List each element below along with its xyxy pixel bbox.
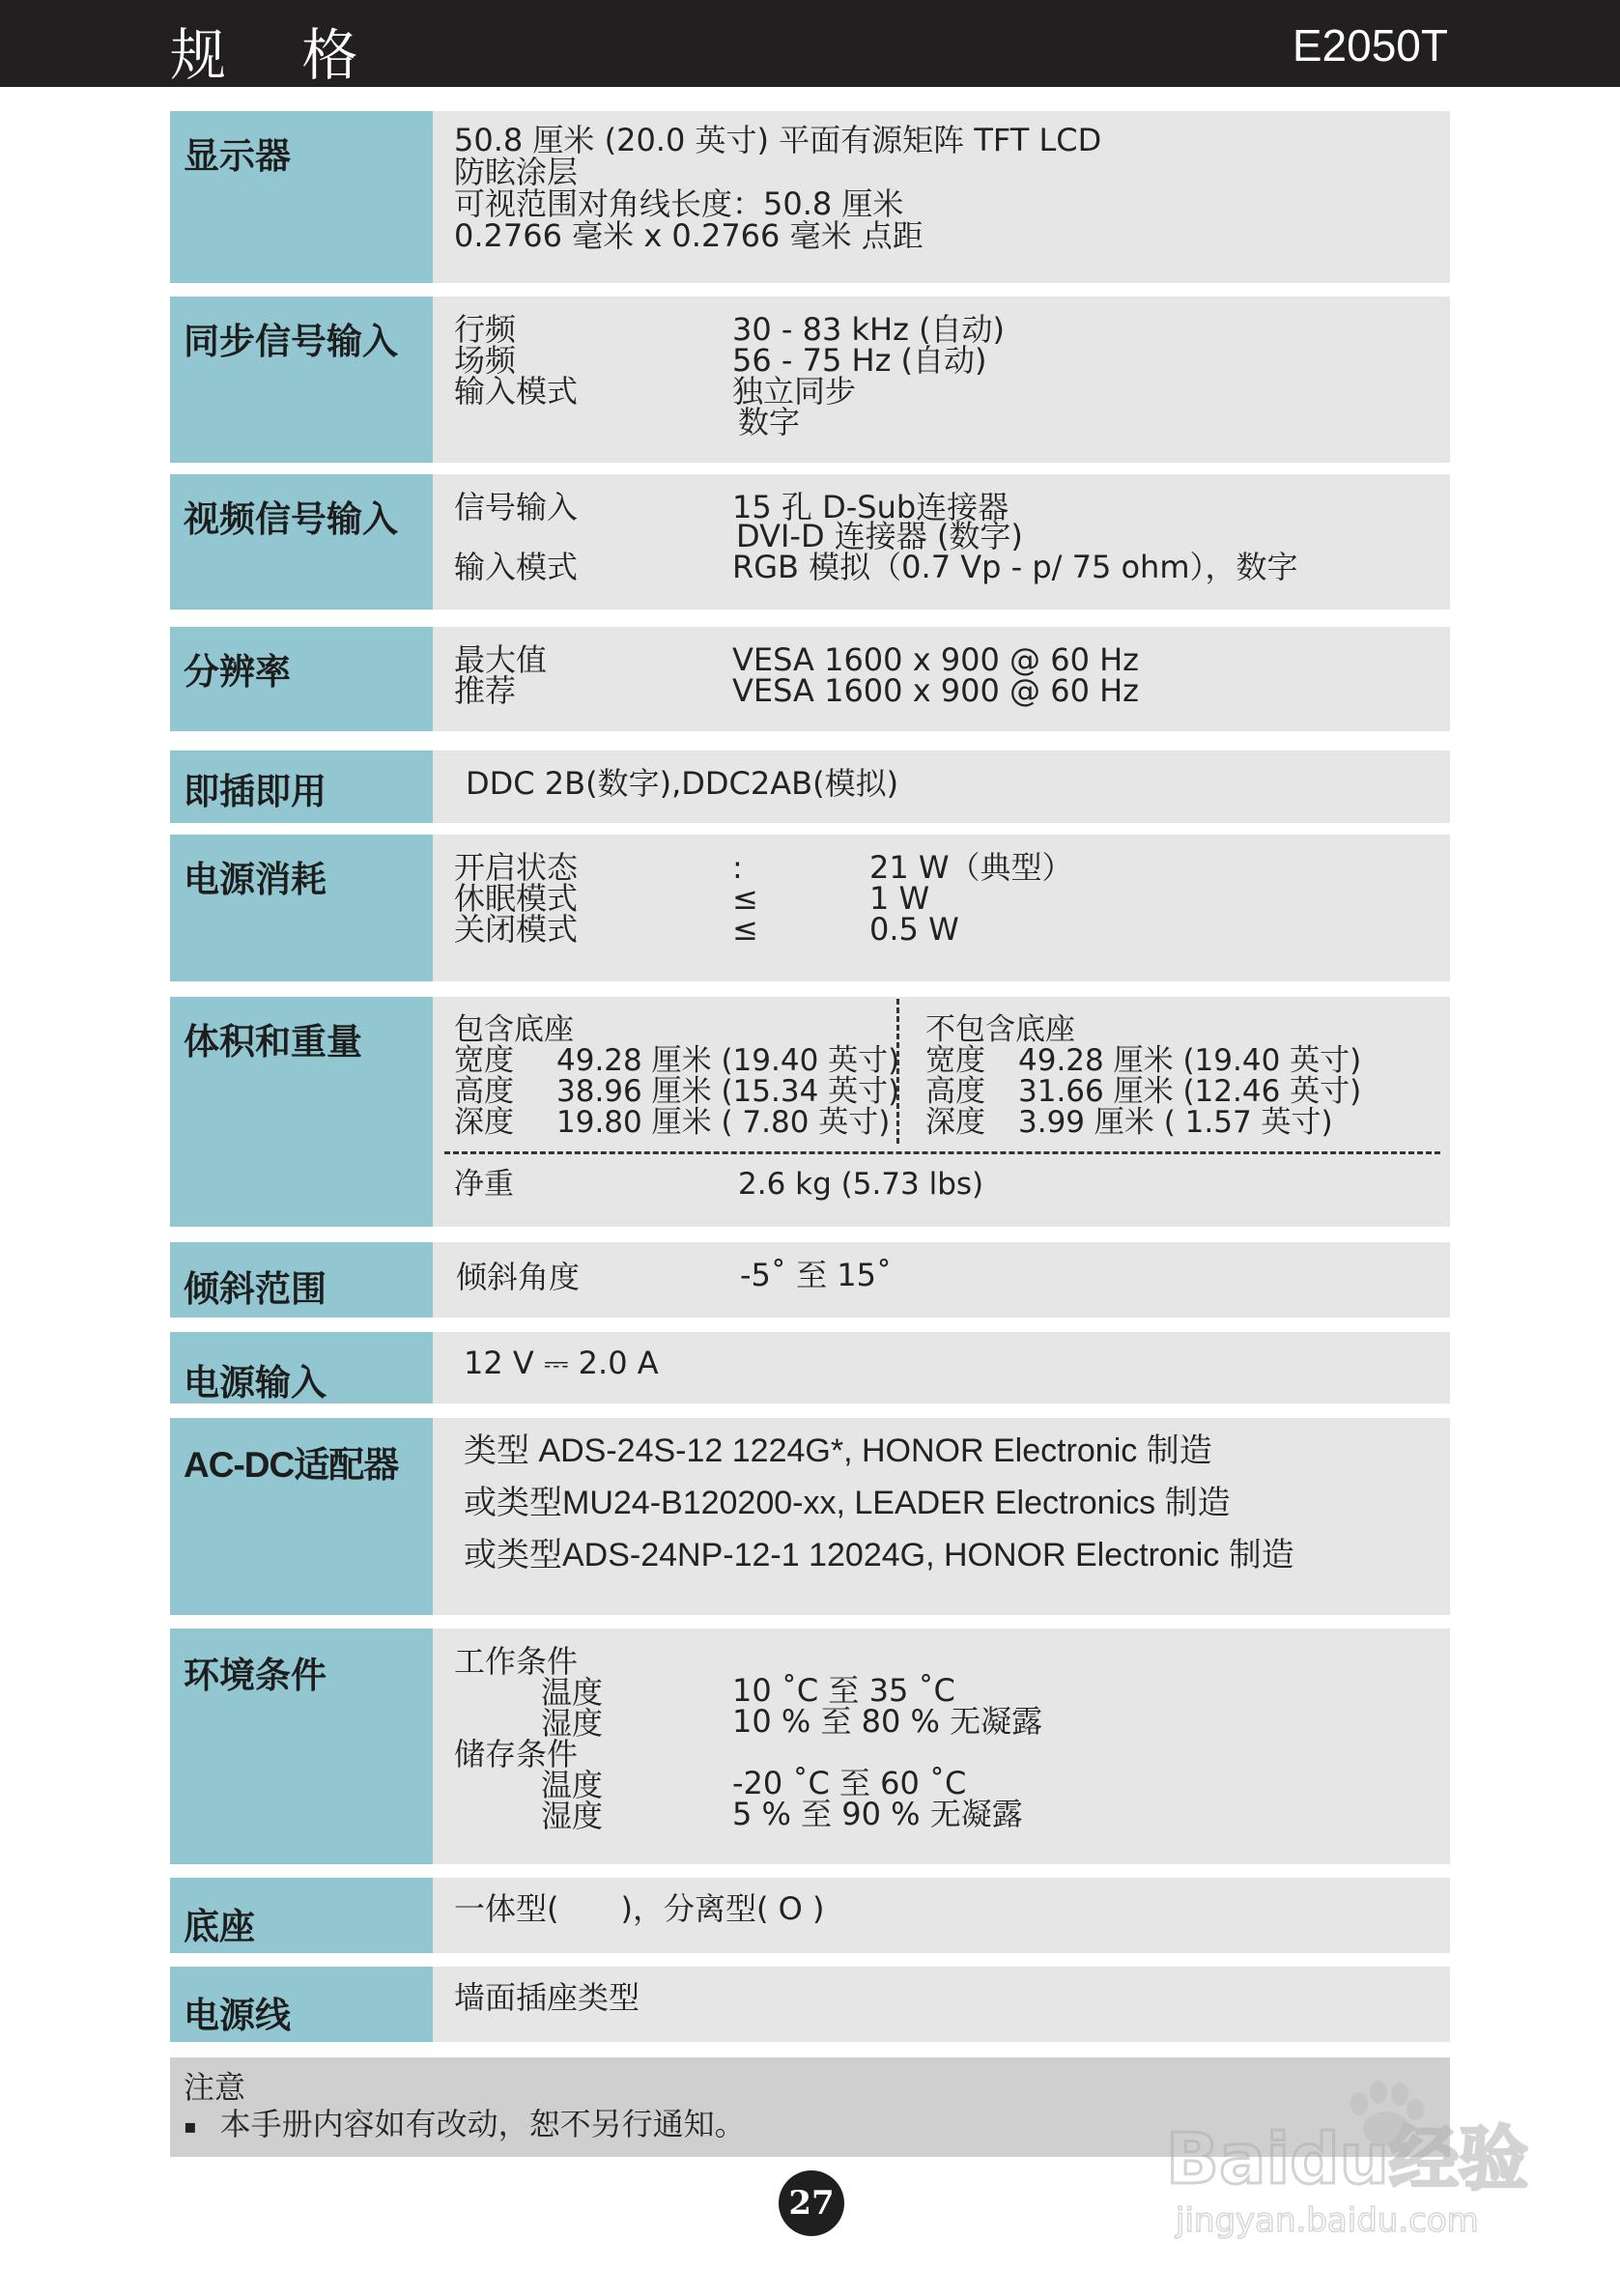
spec-line: 可视范围对角线长度：50.8 厘米 bbox=[454, 185, 904, 222]
spec-content bbox=[433, 1629, 1450, 1864]
dim-key: 深度 bbox=[925, 1105, 985, 1140]
page-header bbox=[0, 0, 1620, 87]
spec-separator: ≤ bbox=[732, 880, 758, 917]
spec-value: -5˚ 至 15˚ bbox=[740, 1257, 892, 1293]
weight-value: 2.6 kg (5.73 lbs) bbox=[738, 1167, 984, 1202]
spec-row-power-cord bbox=[170, 1967, 1450, 2042]
spec-content bbox=[433, 297, 1450, 463]
spec-content bbox=[433, 1878, 1450, 1953]
spec-value: VESA 1600 x 900 @ 60 Hz bbox=[732, 641, 1139, 678]
spec-content bbox=[433, 1418, 1450, 1615]
spec-separator: ≤ bbox=[732, 911, 758, 948]
env-value: 10 % 至 80 % 无凝露 bbox=[732, 1703, 1043, 1740]
spec-line: 0.2766 毫米 x 0.2766 毫米 点距 bbox=[454, 217, 924, 254]
adapter-line: 或类型MU24-B120200-xx, LEADER Electronics 制造 bbox=[464, 1485, 1231, 1521]
spec-key: 最大值 bbox=[454, 641, 548, 678]
spec-label: 电源消耗 bbox=[170, 835, 433, 981]
spec-content bbox=[433, 835, 1450, 981]
env-key: 温度 bbox=[541, 1767, 604, 1803]
spec-label: 视频信号输入 bbox=[170, 474, 433, 609]
note-text: 本手册内容如有改动，恕不另行通知。 bbox=[219, 2106, 746, 2142]
env-value: -20 ˚C 至 60 ˚C bbox=[732, 1765, 967, 1801]
spec-value: 1 W bbox=[869, 880, 930, 917]
spec-value: DDC 2B(数字),DDC2AB(模拟) bbox=[466, 765, 899, 802]
spec-value: 12 V ⎓ 2.0 A bbox=[464, 1345, 659, 1381]
baidu-watermark-logo bbox=[1166, 2057, 1552, 2251]
spec-value: 数字 bbox=[738, 404, 801, 440]
spec-row-environment bbox=[170, 1629, 1450, 1864]
spec-key: 场频 bbox=[454, 342, 517, 379]
spec-label: 体积和重量 bbox=[170, 997, 433, 1227]
env-section: 储存条件 bbox=[454, 1736, 579, 1772]
spec-label: 底座 bbox=[170, 1878, 433, 1953]
env-key: 湿度 bbox=[541, 1798, 604, 1834]
spec-row-power-consumption bbox=[170, 835, 1450, 981]
spec-row-video bbox=[170, 474, 1450, 609]
dim-value: 49.28 厘米 (19.40 英寸) bbox=[556, 1043, 900, 1078]
spec-value: 0.5 W bbox=[869, 911, 959, 948]
dim-key: 宽度 bbox=[454, 1043, 514, 1078]
spec-content bbox=[433, 1332, 1450, 1403]
spec-key: 关闭模式 bbox=[454, 911, 579, 948]
note-title: 注意 bbox=[184, 2069, 246, 2106]
spec-value: 一体型( )，分离型( O ) bbox=[454, 1890, 825, 1927]
subsection-title: 不包含底座 bbox=[925, 1012, 1075, 1047]
spec-key: 信号输入 bbox=[454, 489, 579, 525]
spec-line: 防眩涂层 bbox=[454, 154, 579, 190]
spec-key: 推荐 bbox=[454, 672, 517, 709]
spec-row-plug-and-play bbox=[170, 751, 1450, 823]
spec-content bbox=[433, 474, 1450, 609]
spec-value: 21 W（典型） bbox=[869, 849, 1073, 886]
spec-separator: : bbox=[732, 849, 743, 886]
dim-key: 宽度 bbox=[925, 1043, 985, 1078]
env-key: 湿度 bbox=[541, 1705, 604, 1742]
spec-key: 输入模式 bbox=[454, 549, 579, 585]
env-value: 10 ˚C 至 35 ˚C bbox=[732, 1672, 955, 1709]
dashed-divider-horizontal bbox=[444, 1151, 1440, 1154]
env-key: 温度 bbox=[541, 1674, 604, 1711]
spec-label: 同步信号输入 bbox=[170, 297, 433, 463]
spec-value: 15 孔 D-Sub连接器 bbox=[732, 489, 1009, 525]
spec-row-resolution bbox=[170, 627, 1450, 731]
spec-value: DVI-D 连接器 (数字) bbox=[736, 518, 1023, 554]
spec-row-dimensions bbox=[170, 997, 1450, 1227]
spec-row-tilt bbox=[170, 1242, 1450, 1318]
dim-value: 38.96 厘米 (15.34 英寸) bbox=[556, 1074, 900, 1109]
spec-content bbox=[433, 627, 1450, 731]
subsection-title: 包含底座 bbox=[454, 1012, 574, 1047]
spec-label: 显示器 bbox=[170, 111, 433, 283]
spec-value: 独立同步 bbox=[732, 373, 857, 410]
spec-row-stand bbox=[170, 1878, 1450, 1953]
spec-content bbox=[433, 997, 1450, 1227]
spec-label: 电源输入 bbox=[170, 1332, 433, 1403]
dim-value: 3.99 厘米 ( 1.57 英寸) bbox=[1018, 1105, 1333, 1140]
adapter-line: 或类型ADS-24NP-12-1 12024G, HONOR Electronic 制造 bbox=[464, 1537, 1294, 1573]
model-number: E2050T bbox=[1292, 20, 1448, 71]
spec-key: 开启状态 bbox=[454, 849, 579, 886]
spec-value: 56 - 75 Hz (自动) bbox=[732, 342, 987, 379]
spec-label: 分辨率 bbox=[170, 627, 433, 731]
spec-key: 输入模式 bbox=[454, 373, 579, 410]
watermark-brand: Baidu经验 bbox=[1166, 2118, 1528, 2199]
page-title: 规 格 bbox=[170, 22, 387, 88]
dashed-divider-vertical bbox=[896, 999, 899, 1144]
dim-value: 49.28 厘米 (19.40 英寸) bbox=[1018, 1043, 1362, 1078]
spec-content bbox=[433, 1242, 1450, 1318]
spec-value: RGB 模拟（0.7 Vp - p/ 75 ohm），数字 bbox=[732, 549, 1298, 585]
spec-content bbox=[433, 751, 1450, 823]
env-section: 工作条件 bbox=[454, 1643, 579, 1680]
spec-label: 电源线 bbox=[170, 1967, 433, 2042]
dim-value: 19.80 厘米 ( 7.80 英寸) bbox=[556, 1105, 891, 1140]
spec-label: 即插即用 bbox=[170, 751, 433, 823]
dim-key: 高度 bbox=[925, 1074, 985, 1109]
page-number: 27 bbox=[779, 2170, 844, 2236]
spec-label: AC-DC适配器 bbox=[170, 1418, 433, 1615]
env-value: 5 % 至 90 % 无凝露 bbox=[732, 1796, 1023, 1832]
spec-row-power-input bbox=[170, 1332, 1450, 1403]
watermark-url: jingyan.baidu.com bbox=[1176, 2201, 1479, 2240]
spec-line: 50.8 厘米 (20.0 英寸) 平面有源矩阵 TFT LCD bbox=[454, 122, 1102, 158]
spec-key: 休眠模式 bbox=[454, 880, 579, 917]
spec-label: 倾斜范围 bbox=[170, 1242, 433, 1318]
spec-content bbox=[433, 111, 1450, 283]
spec-label: 环境条件 bbox=[170, 1629, 433, 1864]
adapter-line: 类型 ADS-24S-12 1224G*, HONOR Electronic 制造 bbox=[464, 1432, 1212, 1469]
spec-row-display bbox=[170, 111, 1450, 283]
spec-value: 30 - 83 kHz (自动) bbox=[732, 311, 1006, 348]
spec-key: 行频 bbox=[454, 311, 517, 348]
weight-key: 净重 bbox=[454, 1167, 514, 1202]
spec-key: 倾斜角度 bbox=[456, 1259, 581, 1295]
bullet-icon: ▪ bbox=[184, 2114, 197, 2138]
spec-row-sync bbox=[170, 297, 1450, 463]
spec-row-adapter bbox=[170, 1418, 1450, 1615]
spec-content bbox=[433, 1967, 1450, 2042]
dim-key: 高度 bbox=[454, 1074, 514, 1109]
spec-value: VESA 1600 x 900 @ 60 Hz bbox=[732, 672, 1139, 709]
spec-value: 墙面插座类型 bbox=[454, 1979, 640, 2016]
dim-key: 深度 bbox=[454, 1105, 514, 1140]
dim-value: 31.66 厘米 (12.46 英寸) bbox=[1018, 1074, 1362, 1109]
